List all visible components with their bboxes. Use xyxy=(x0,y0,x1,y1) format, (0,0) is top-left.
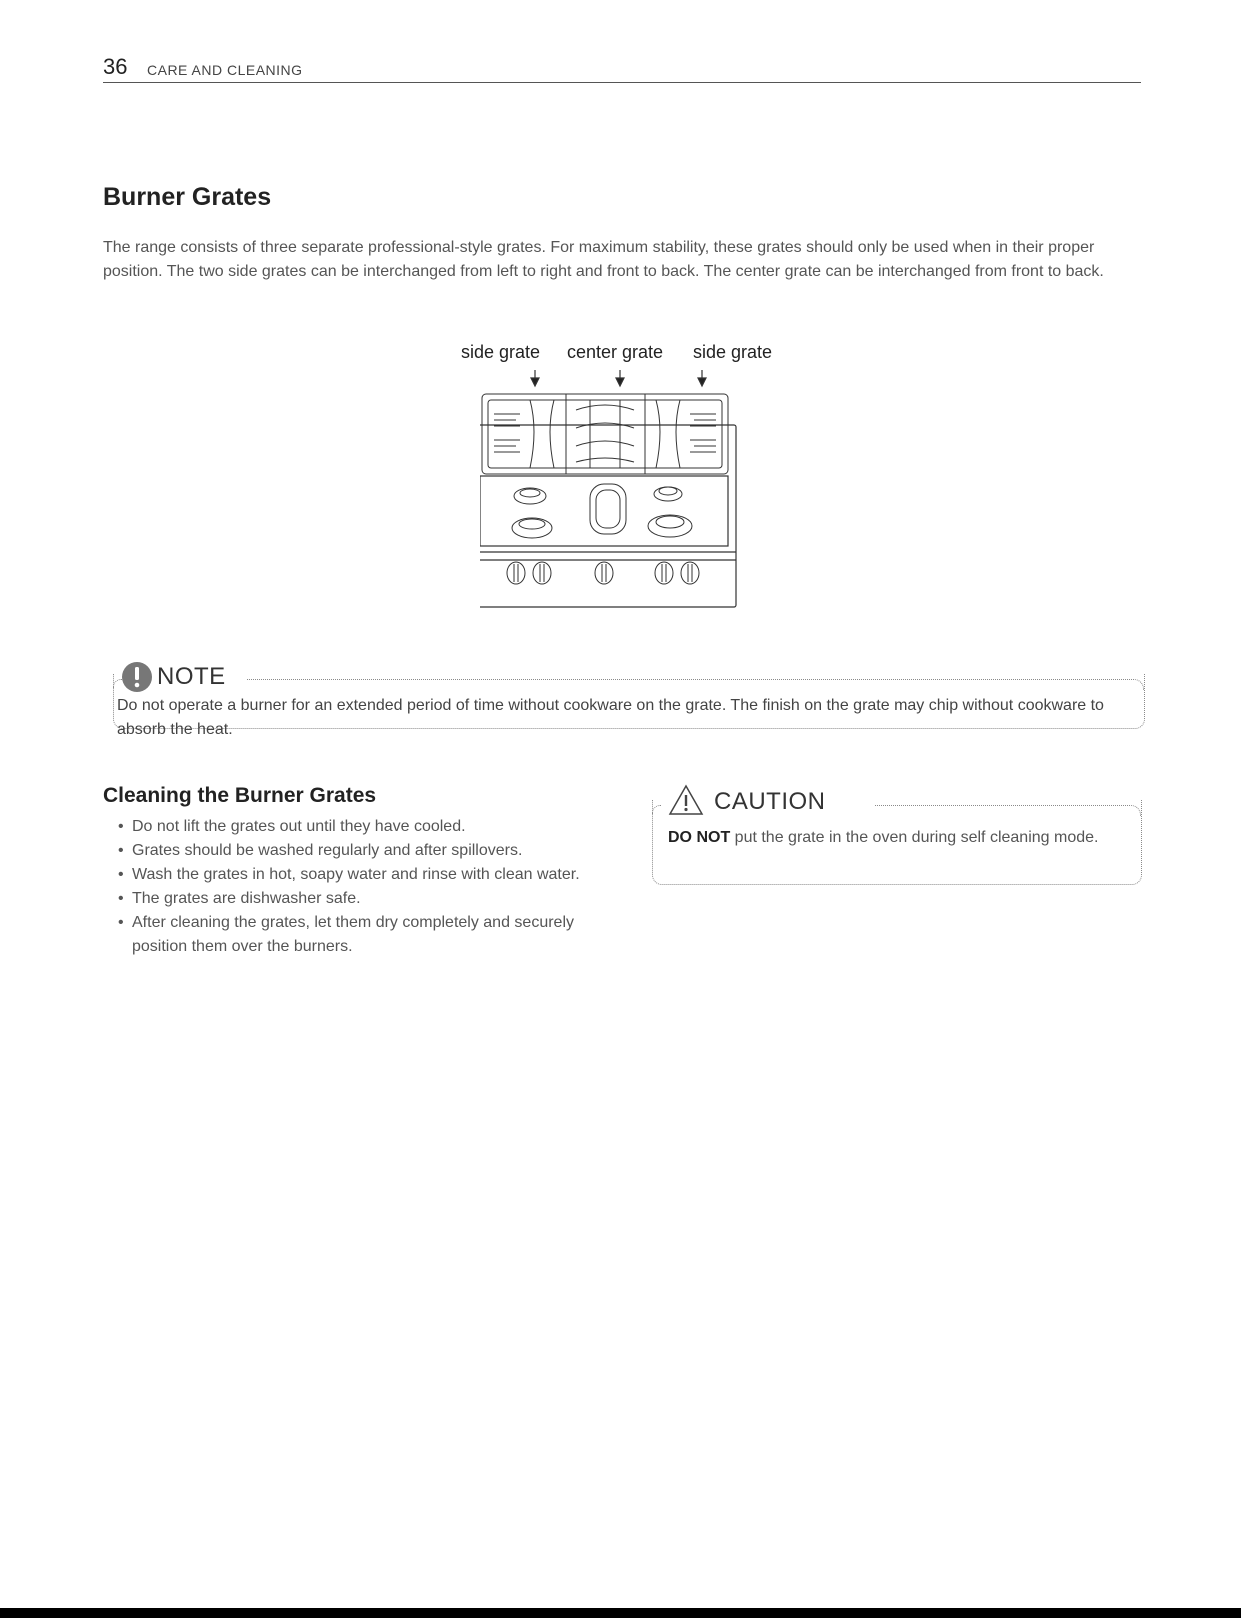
note-title: NOTE xyxy=(157,663,226,690)
caution-emphasis: DO NOT xyxy=(668,829,731,846)
side-grate-label-left: side grate xyxy=(461,342,541,362)
cooktop-grates-illustration xyxy=(480,370,780,610)
list-item-text: Grates should be washed regularly and after spillovers. xyxy=(132,842,523,859)
list-item xyxy=(103,815,583,839)
caution-text xyxy=(668,826,1128,850)
list-item-text: Do not lift the grates out until they have cooled. xyxy=(132,818,466,835)
section-title: Burner Grates xyxy=(103,183,272,211)
cleaning-title: Cleaning the Burner Grates xyxy=(103,784,377,807)
warning-triangle-icon xyxy=(668,784,704,816)
list-item-text: Wash the grates in hot, soapy water and rinse with clean water. xyxy=(132,866,580,883)
caution-title: CAUTION xyxy=(714,788,826,815)
caution-body: put the grate in the oven during self cleaning mode. xyxy=(730,829,1099,846)
bullet-dot: • xyxy=(118,818,124,835)
section-name: CARE AND CLEANING xyxy=(147,62,303,78)
note-text: Do not operate a burner for an extended period of time without cookware on the grate. The finish on the grate may chip without cookware to absorb the heat. xyxy=(117,697,1104,738)
caution-border-corner xyxy=(652,805,661,814)
list-item-text: The grates are dishwasher safe. xyxy=(132,890,361,907)
bottom-rule xyxy=(0,1608,1241,1618)
list-item-text: After cleaning the grates, let them dry completely and securely position them over the burners. xyxy=(132,914,574,955)
side-grate-label-right: side grate xyxy=(693,342,773,362)
intro-paragraph: The range consists of three separate professional-style grates. For maximum stability, these grates should only be used when in their proper position. The two side grates can be interchanged from left to right and front to back. The center grate can be interchanged from front to back. xyxy=(103,239,1104,280)
bullet-dot: • xyxy=(118,914,124,931)
caution-border-top xyxy=(875,805,1141,816)
list-item xyxy=(103,911,583,959)
exclamation-circle-icon xyxy=(121,661,153,693)
list-item xyxy=(103,863,583,887)
bullet-dot: • xyxy=(118,842,124,859)
page-number: 36 xyxy=(103,54,128,79)
note-border-top xyxy=(247,679,1144,690)
list-item xyxy=(103,839,583,863)
list-item xyxy=(103,887,583,911)
page-header xyxy=(103,54,1141,83)
arrows xyxy=(531,370,706,386)
bullet-dot: • xyxy=(118,866,124,883)
bullet-dot: • xyxy=(118,890,124,907)
center-grate-label: center grate xyxy=(567,342,664,362)
cleaning-list xyxy=(103,815,583,959)
